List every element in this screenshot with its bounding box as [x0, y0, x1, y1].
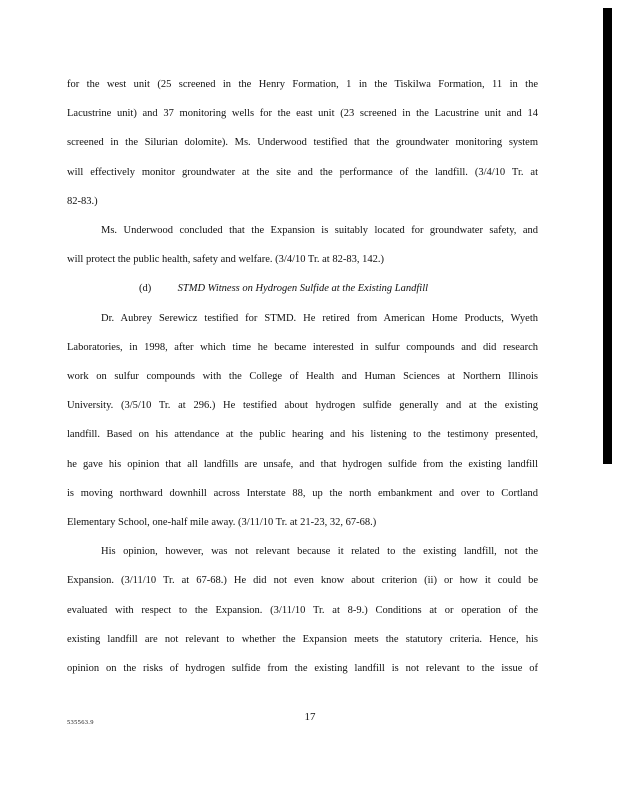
text-line: screened in the Silurian dolomite). Ms. Underwood testified that the groundwater monitoring system [67, 137, 538, 149]
text-line: will effectively monitor groundwater at the site and the performance of the landfill. (3/4/10 Tr. at [67, 166, 538, 178]
text-line: opinion on the risks of hydrogen sulfide from the existing landfill is not relevant to the issue of [67, 663, 538, 675]
text-line: evaluated with respect to the Expansion. (3/11/10 Tr. at 8-9.) Conditions at or operation of the [67, 604, 538, 616]
page-number: 17 [304, 711, 316, 723]
margin-change-bar [603, 8, 612, 464]
text-line: 82-83.) [67, 195, 98, 207]
text-line: landfill. Based on his attendance at the public hearing and his listening to the testimony presented, [67, 429, 538, 441]
text-line: Expansion. (3/11/10 Tr. at 67-68.) He did not even know about criterion (ii) or how it could be [67, 575, 538, 587]
text-line: he gave his opinion that all landfills are unsafe, and that hydrogen sulfide from the existing landfill [67, 458, 538, 470]
text-line: is moving northward downhill across Interstate 88, up the north embankment and over to Cortland [67, 487, 538, 499]
text-line: existing landfill are not relevant to whether the Expansion meets the statutory criteria. Hence, his [67, 633, 538, 645]
text-line: Laboratories, in 1998, after which time he became interested in sulfur compounds and did research [67, 341, 538, 353]
text-line: Lacustrine unit) and 37 monitoring wells for the east unit (23 screened in the Lacustrine unit and 14 [67, 108, 538, 120]
body-text [67, 70, 538, 683]
document-code: 535563.9 [67, 719, 94, 726]
text-line: His opinion, however, was not relevant because it related to the existing landfill, not the [101, 546, 538, 558]
section-heading-label: (d) [139, 283, 152, 295]
text-line: Ms. Underwood concluded that the Expansion is suitably located for groundwater safety, and [101, 225, 538, 237]
text-line: work on sulfur compounds with the College of Health and Human Sciences at Northern Illinois [67, 371, 538, 383]
text-line: Dr. Aubrey Serewicz testified for STMD. He retired from American Home Products, Wyeth [101, 312, 538, 324]
section-heading [67, 274, 538, 303]
text-line: Elementary School, one-half mile away. (3/11/10 Tr. at 21-23, 32, 67-68.) [67, 517, 377, 529]
text-line: for the west unit (25 screened in the Henry Formation, 1 in the Tiskilwa Formation, 11 in the [67, 79, 538, 90]
section-heading-title: STMD Witness on Hydrogen Sulfide at the Existing Landfill [177, 283, 429, 295]
text-line: will protect the public health, safety and welfare. (3/4/10 Tr. at 82-83, 142.) [67, 254, 384, 266]
text-line: University. (3/5/10 Tr. at 296.) He testified about hydrogen sulfide generally and at the existing [67, 400, 538, 412]
